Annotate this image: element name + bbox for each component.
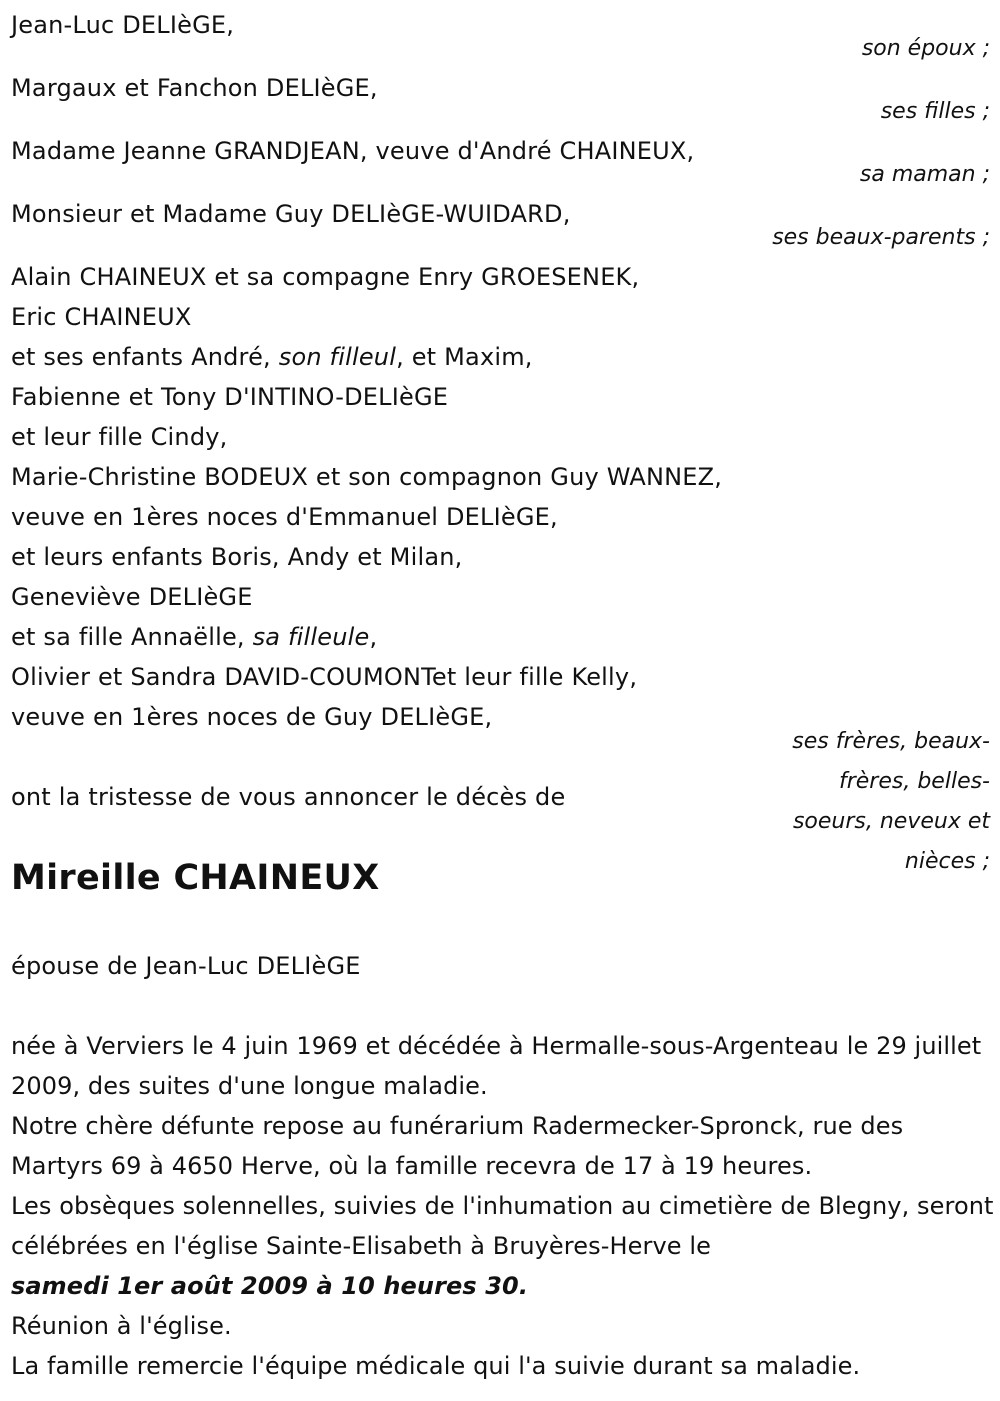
funeral-home-paragraph: Notre chère défunte repose au funérarium Radermecker-Spronck, rue des Martyrs 69 à 4650 Herve, où la famille recevra de 17 à 19 heures. bbox=[11, 1112, 904, 1180]
sibling-text: , et Maxim, bbox=[396, 343, 533, 371]
announcement-text: ont la tristesse de vous annoncer le décès de bbox=[11, 783, 566, 811]
sibling-line: Alain CHAINEUX et sa compagne Enry GROESENEK, bbox=[11, 263, 640, 291]
sibling-line bbox=[11, 622, 377, 652]
sibling-line bbox=[11, 342, 533, 372]
sibling-line: veuve en 1ères noces d'Emmanuel DELIèGE, bbox=[11, 503, 558, 531]
spouse-line: épouse de Jean-Luc DELIèGE bbox=[11, 952, 361, 980]
family-role-spouse: son époux ; bbox=[861, 36, 990, 61]
sibling-line: et leur fille Cindy, bbox=[11, 423, 228, 451]
family-member-mother: Madame Jeanne GRANDJEAN, veuve d'André CHAINEUX, bbox=[11, 137, 695, 165]
ceremony-date: samedi 1er août 2009 à 10 heures 30. bbox=[11, 1272, 529, 1300]
birth-death-paragraph: née à Verviers le 4 juin 1969 et décédée à Hermalle-sous-Argenteau le 29 juillet 2009, des suites d'une longue maladie. bbox=[11, 1032, 982, 1100]
sibling-line: et leurs enfants Boris, Andy et Milan, bbox=[11, 543, 463, 571]
sibling-text: et ses enfants André, bbox=[11, 343, 279, 371]
godson-note: son filleul bbox=[278, 343, 397, 371]
family-role-parents-in-law: ses beaux-parents ; bbox=[772, 225, 990, 250]
details-block bbox=[11, 1026, 996, 1386]
family-role-mother: sa maman ; bbox=[859, 162, 990, 187]
family-member-spouse: Jean-Luc DELIèGE, bbox=[11, 11, 235, 39]
family-role-daughters: ses filles ; bbox=[880, 99, 990, 124]
deceased-name: Mireille CHAINEUX bbox=[11, 858, 380, 898]
gathering-note: Réunion à l'église. bbox=[11, 1312, 232, 1340]
ceremony-paragraph: Les obsèques solennelles, suivies de l'inhumation au cimetière de Blegny, seront célébrées en l'église Sainte-Elisabeth à Bruyères-Herve le bbox=[11, 1192, 994, 1260]
sibling-text: et sa fille Annaëlle, bbox=[11, 623, 253, 651]
family-role-siblings: ses frères, beaux-frères, belles-soeurs, neveux et nièces ; bbox=[792, 729, 990, 874]
sibling-line: Olivier et Sandra DAVID-COUMONTet leur fille Kelly, bbox=[11, 663, 638, 691]
sibling-line: Fabienne et Tony D'INTINO-DELIèGE bbox=[11, 383, 449, 411]
family-member-daughters: Margaux et Fanchon DELIèGE, bbox=[11, 74, 378, 102]
sibling-line: Geneviève DELIèGE bbox=[11, 583, 253, 611]
sibling-line: Eric CHAINEUX bbox=[11, 303, 192, 331]
sibling-line: veuve en 1ères noces de Guy DELIèGE, bbox=[11, 703, 493, 731]
goddaughter-note: sa filleule bbox=[252, 623, 370, 651]
thanks-note: La famille remercie l'équipe médicale qui l'a suivie durant sa maladie. bbox=[11, 1352, 861, 1380]
sibling-line: Marie-Christine BODEUX et son compagnon Guy WANNEZ, bbox=[11, 463, 723, 491]
family-member-parents-in-law: Monsieur et Madame Guy DELIèGE-WUIDARD, bbox=[11, 200, 571, 228]
sibling-text: , bbox=[369, 623, 378, 651]
